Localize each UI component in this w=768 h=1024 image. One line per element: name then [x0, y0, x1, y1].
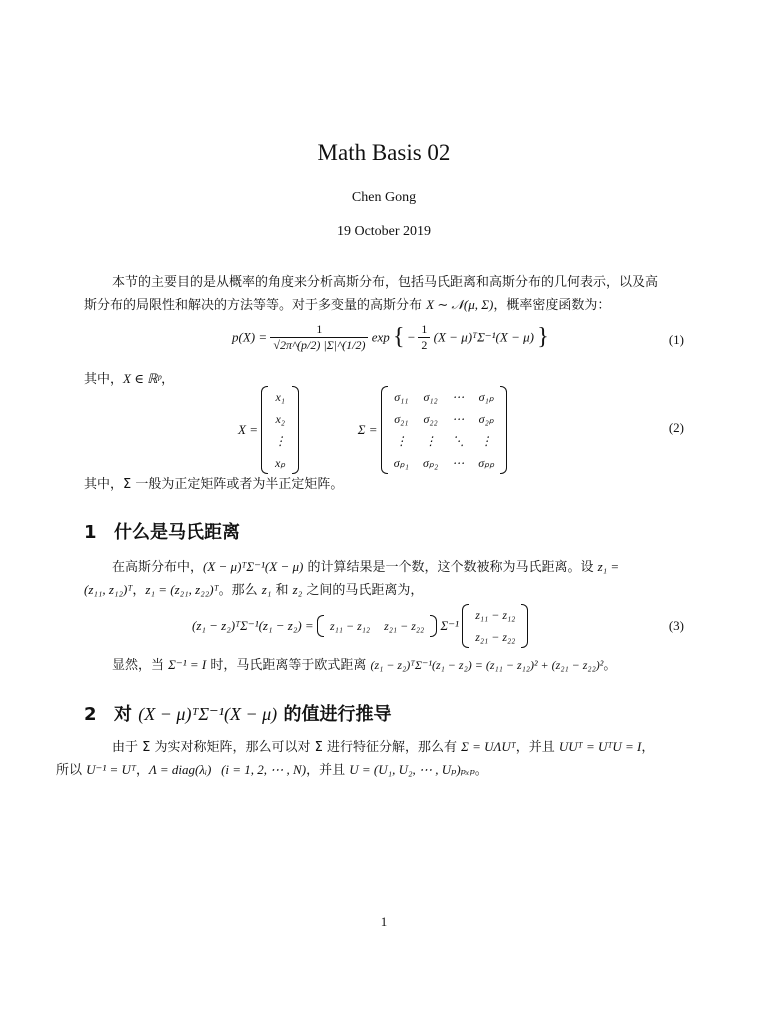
eq1-body: (X − μ)ᵀΣ⁻¹(X − μ) [433, 329, 534, 345]
sigma-entry: σ₂₁ [394, 411, 409, 426]
sigma-entry: ⋯ [452, 455, 465, 470]
eq1-lhs: p(X) = [232, 329, 268, 345]
eq1-left-brace: { [393, 324, 405, 350]
sigma-entry: σₚ₁ [393, 455, 409, 470]
section-2-title-math: (X − μ)ᵀΣ⁻¹(X − μ) [138, 704, 278, 724]
sigma-entry: σ₁₁ [394, 389, 409, 404]
sigma-entry: ⋮ [395, 433, 408, 448]
s2p1-text: ， [135, 763, 149, 778]
section-2-number: 2 [84, 704, 97, 725]
section-1-paragraph-2 [84, 654, 684, 677]
sigma-entry: σ₁ₚ [478, 389, 494, 404]
s1p2-text: 时，马氏距离等于欧式距离 [206, 658, 371, 673]
eq1-numerator: 1 [270, 322, 368, 338]
s2p1-text: ，并且 [515, 740, 559, 755]
eq3-mid: Σ⁻¹ [440, 618, 459, 633]
s2p1-text: 所以 [56, 763, 87, 778]
section-1-title: 什么是马氏距离 [114, 522, 240, 543]
eq1-fraction [270, 322, 368, 353]
sigma-entry: σ₂ₚ [478, 411, 494, 426]
equation-3 [84, 604, 684, 648]
s1p1-math: (z₁₁, z₁₂)ᵀ [84, 582, 133, 597]
s1p1-math: z₁ = [597, 559, 620, 574]
eq3-row-vector [317, 615, 437, 637]
s2p1-text: 。 [474, 763, 488, 778]
eq2-x-lhs: X = [238, 422, 258, 437]
where1-text: 其中， [84, 372, 124, 387]
eq3-col-entry: z₂₁ − z₂₂ [475, 629, 516, 644]
document-author: Chen Gong [351, 190, 417, 205]
section-2-title-b: 的值进行推导 [277, 704, 392, 725]
eq3-col-entry: z₁₁ − z₁₂ [475, 607, 516, 622]
s1p1-math: (X − μ)ᵀΣ⁻¹(X − μ) [203, 559, 304, 574]
s2p1-math: UUᵀ = UᵀU = I [558, 739, 642, 754]
s2p1-math: Λ = diag(λᵢ) (i = 1, 2, ⋯ , N) [149, 762, 307, 777]
equation-2 [84, 386, 684, 476]
eq3-column-vector [462, 604, 528, 648]
s1p1-text: ， [132, 583, 146, 598]
s2p1-math: Σ = UΛUᵀ [461, 739, 516, 754]
x-vector [261, 386, 299, 474]
s1p2-math: (z₁ − z₂)ᵀΣ⁻¹(z₁ − z₂) = (z₁₁ − z₁₂)² + (z₂₁ − z₂₂)² [370, 658, 604, 672]
eq2-sigma-lhs: Σ = [357, 422, 378, 437]
s1p1-text: 在高斯分布中， [112, 560, 204, 575]
s1p2-text: 。 [603, 658, 617, 673]
s1p1-text: 和 [271, 583, 293, 598]
x-vector-entry: ⋮ [274, 433, 287, 448]
document-title: Math Basis 02 [317, 140, 451, 165]
page-number: 1 [380, 914, 388, 929]
sigma-entry: σ₁₂ [423, 389, 438, 404]
eq3-number: (3) [668, 618, 684, 633]
s2p1-text: ，并且 [306, 763, 350, 778]
section-2-title-a: 对 [114, 704, 139, 725]
where-2: 其中，Σ 一般为正定矩阵或者为半正定矩阵。 [84, 477, 344, 492]
sigma-entry: ⋯ [452, 411, 465, 426]
sigma-entry: ⋱ [452, 433, 465, 448]
eq2-number: (2) [668, 420, 684, 435]
eq3-row-entry: z₂₁ − z₂₂ [384, 618, 425, 633]
s2p1-text: 由于 Σ 为实对称矩阵，那么可以对 Σ 进行特征分解，那么有 [112, 740, 462, 755]
s2p1-math: U = (U₁, U₂, ⋯ , Uₚ)ₚₓₚ [349, 762, 475, 777]
s1p1-math: z₁ [261, 582, 272, 597]
sigma-matrix [381, 386, 508, 474]
sigma-entry: ⋮ [480, 433, 493, 448]
x-vector-entry: xₚ [274, 455, 286, 470]
section-2-paragraph-1 [56, 736, 684, 782]
s2p1-text: ， [641, 740, 655, 755]
eq1-half-num: 1 [418, 322, 430, 338]
x-vector-entry: x₂ [275, 411, 285, 426]
section-1-heading [84, 518, 240, 544]
x-vector-entry: x₁ [275, 389, 285, 404]
s1p1-math: z₂ [292, 582, 303, 597]
eq1-number: (1) [668, 332, 684, 347]
eq1-exp: exp [371, 329, 390, 345]
document-date: 19 October 2019 [336, 224, 432, 239]
intro-paragraph [84, 272, 684, 317]
sigma-entry: ⋯ [452, 389, 465, 404]
s2p1-math: U⁻¹ = Uᵀ [86, 762, 136, 777]
s1p1-text: 的计算结果是一个数，这个数被称为马氏距离。设 [303, 560, 598, 575]
where1-tail: ， [161, 372, 175, 387]
intro-line2-b: ，概率密度函数为： [493, 298, 611, 313]
section-1-number: 1 [84, 522, 97, 543]
eq1-right-brace: } [537, 324, 549, 350]
sigma-entry: σ₂₂ [423, 411, 438, 426]
intro-math: X ∼ 𝒩(μ, Σ) [426, 297, 494, 312]
section-1-paragraph-1 [84, 556, 684, 602]
s1p1-text: 之间的马氏距离为， [302, 583, 424, 598]
eq3-row-entry: z₁₁ − z₁₂ [329, 618, 371, 633]
s1p1-text: 。那么 [218, 583, 262, 598]
intro-line1: 本节的主要目的是从概率的角度来分析高斯分布，包括马氏距离和高斯分布的几何表示，以及高 [112, 275, 659, 290]
eq1-minus: − [407, 329, 416, 345]
eq1-denominator: √2π^(p/2) |Σ|^(1/2) [273, 338, 366, 352]
section-2-heading [84, 700, 391, 726]
eq3-lhs: (z₁ − z₂)ᵀΣ⁻¹(z₁ − z₂) = [192, 618, 314, 633]
sigma-entry: ⋮ [424, 433, 437, 448]
s1p2-text: 显然，当 [112, 658, 169, 673]
intro-line2-a: 斯分布的局限性和解决的方法等等。对于多变量的高斯分布 [84, 298, 427, 313]
equation-1 [84, 322, 684, 358]
sigma-entry: σₚ₂ [422, 455, 439, 470]
s1p1-math: z₁ = (z₂₁, z₂₂)ᵀ [145, 582, 219, 597]
eq1-half-den: 2 [421, 338, 428, 352]
eq1-half [418, 322, 430, 353]
s1p2-math: Σ⁻¹ = I [168, 657, 207, 672]
sigma-entry: σₚₚ [478, 455, 495, 470]
where1-math: X ∈ ℝᵖ [123, 371, 162, 386]
